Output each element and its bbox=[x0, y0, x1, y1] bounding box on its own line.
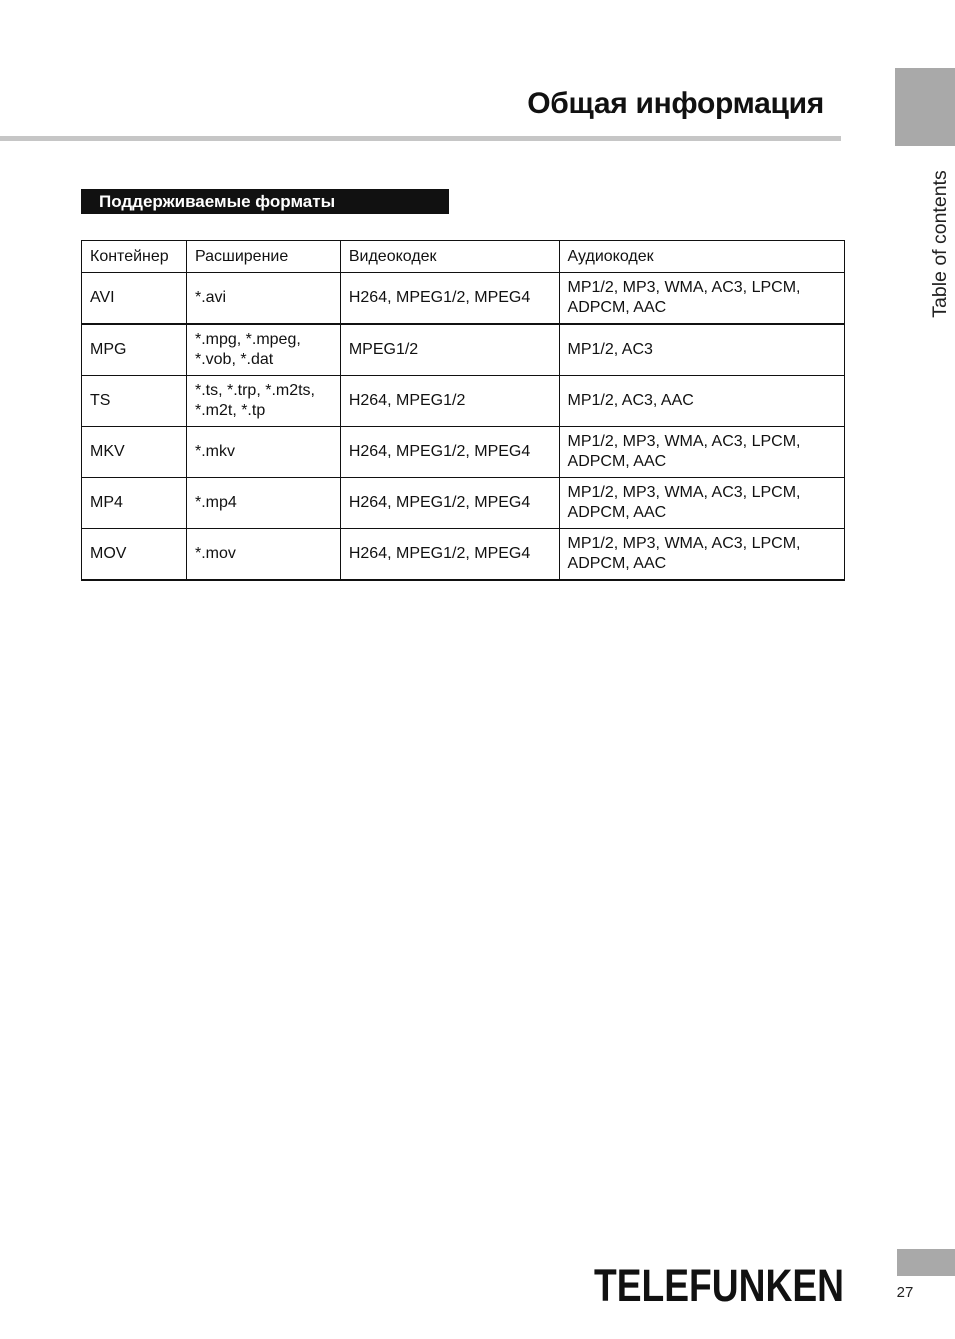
table-row bbox=[82, 324, 845, 376]
cell-container: MKV bbox=[82, 427, 187, 478]
side-tab-marker bbox=[895, 68, 955, 146]
cell-container: TS bbox=[82, 376, 187, 427]
supported-formats-table bbox=[81, 240, 845, 581]
cell-container: AVI bbox=[82, 273, 187, 325]
section-heading: Поддерживаемые форматы bbox=[81, 189, 449, 214]
cell-video-codec: H264, MPEG1/2, MPEG4 bbox=[340, 427, 559, 478]
cell-video-codec: H264, MPEG1/2, MPEG4 bbox=[340, 529, 559, 581]
cell-video-codec: H264, MPEG1/2, MPEG4 bbox=[340, 478, 559, 529]
brand-wordmark: TELEFUNKEN bbox=[594, 1260, 844, 1311]
cell-container: MPG bbox=[82, 324, 187, 376]
table-of-contents-link[interactable]: Table of contents bbox=[929, 170, 951, 318]
cell-audio-codec: MP1/2, MP3, WMA, AC3, LPCM, ADPCM, AAC bbox=[559, 478, 844, 529]
page-tab-marker bbox=[897, 1249, 955, 1276]
cell-audio-codec: MP1/2, MP3, WMA, AC3, LPCM, ADPCM, AAC bbox=[559, 529, 844, 581]
cell-audio-codec: MP1/2, MP3, WMA, AC3, LPCM, ADPCM, AAC bbox=[559, 427, 844, 478]
cell-extension: *.mov bbox=[186, 529, 340, 581]
cell-container: MOV bbox=[82, 529, 187, 581]
table-header-row bbox=[82, 241, 845, 273]
cell-video-codec: MPEG1/2 bbox=[340, 324, 559, 376]
column-header-extension: Расширение bbox=[186, 241, 340, 273]
table-row bbox=[82, 376, 845, 427]
cell-video-codec: H264, MPEG1/2 bbox=[340, 376, 559, 427]
table-row bbox=[82, 478, 845, 529]
page-title: Общая информация bbox=[527, 87, 824, 120]
cell-audio-codec: MP1/2, AC3 bbox=[559, 324, 844, 376]
column-header-container: Контейнер bbox=[82, 241, 187, 273]
cell-audio-codec: MP1/2, MP3, WMA, AC3, LPCM, ADPCM, AAC bbox=[559, 273, 844, 325]
cell-audio-codec: MP1/2, AC3, AAC bbox=[559, 376, 844, 427]
cell-extension: *.avi bbox=[186, 273, 340, 325]
cell-extension: *.mp4 bbox=[186, 478, 340, 529]
table-row bbox=[82, 273, 845, 325]
cell-container: MP4 bbox=[82, 478, 187, 529]
table-row bbox=[82, 529, 845, 581]
cell-extension: *.mkv bbox=[186, 427, 340, 478]
telefunken-logo bbox=[593, 1260, 845, 1311]
page-number: 27 bbox=[896, 1284, 914, 1301]
column-header-video-codec: Видеокодек bbox=[340, 241, 559, 273]
cell-extension: *.mpg, *.mpeg, *.vob, *.dat bbox=[186, 324, 340, 376]
cell-video-codec: H264, MPEG1/2, MPEG4 bbox=[340, 273, 559, 325]
table-row bbox=[82, 427, 845, 478]
cell-extension: *.ts, *.trp, *.m2ts, *.m2t, *.tp bbox=[186, 376, 340, 427]
title-divider bbox=[0, 136, 841, 141]
column-header-audio-codec: Аудиокодек bbox=[559, 241, 844, 273]
